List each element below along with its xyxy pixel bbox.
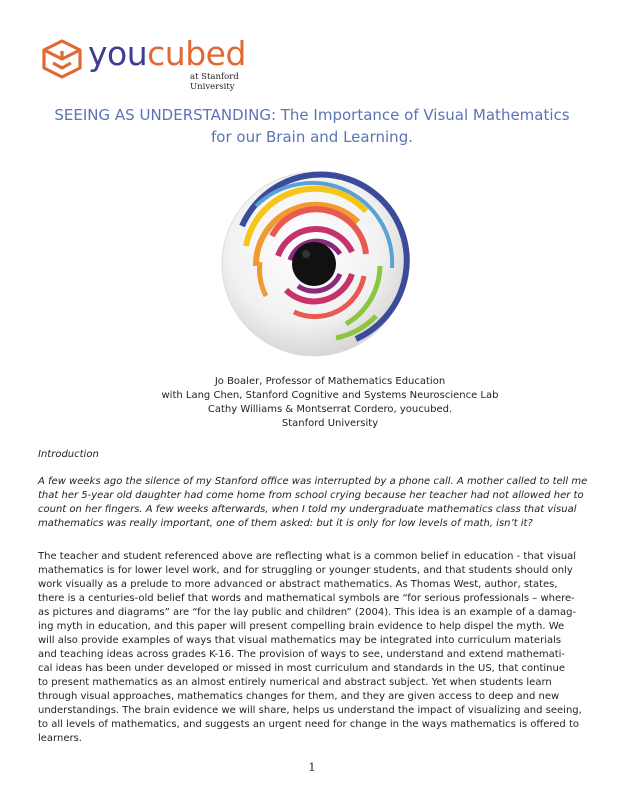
youcubed-logo bbox=[40, 34, 260, 92]
text-line: learners. bbox=[38, 733, 82, 744]
text-line: mathematics was really important, one of them asked: but it is only for low levels of math, isn’t it? bbox=[38, 518, 533, 529]
title-line: for our Brain and Learning. bbox=[211, 128, 413, 146]
text-line: work visually as a prelude to more advanced or abstract mathematics. As Thomas West, author, states, bbox=[38, 579, 558, 590]
concentric-arcs-eye-icon bbox=[216, 166, 412, 362]
author-line: Cathy Williams & Montserrat Cordero, youcubed. bbox=[207, 404, 453, 415]
text-line: mathematics is for lower level work, and for struggling or younger students, and that students should only bbox=[38, 565, 573, 576]
body-paragraph bbox=[38, 550, 586, 746]
text-line: ing myth in education, and this paper will present compelling brain evidence to help dispel the myth. We bbox=[38, 621, 565, 632]
title-line: SEEING AS UNDERSTANDING: The Importance of Visual Mathematics bbox=[54, 106, 570, 124]
text-line: cal ideas has been under developed or missed in most curriculum and standards in the US, that continue bbox=[38, 663, 565, 674]
page-number: 1 bbox=[308, 761, 316, 774]
logo-subtitle: at Stanford University bbox=[190, 72, 239, 92]
text-line: count on her fingers. A few weeks afterwards, when I told my undergraduate mathematics class that visual bbox=[38, 504, 577, 515]
text-line: The teacher and student referenced above are reflecting what is a common belief in education - that visual bbox=[38, 551, 577, 562]
document-title bbox=[30, 104, 594, 148]
cube-outline-icon bbox=[40, 38, 84, 80]
section-heading-introduction: Introduction bbox=[38, 449, 99, 460]
text-line: that her 5-year old daughter had come home from school crying because her teacher had not allowed her to bbox=[38, 490, 584, 501]
logo-word-cubed: cubed bbox=[147, 34, 246, 73]
anecdote-paragraph bbox=[38, 475, 586, 531]
text-line: will also provide examples of ways that visual mathematics may be integrated into curriculum materials bbox=[38, 635, 562, 646]
text-line: to present mathematics as an almost entirely numerical and abstract subject. Yet when students learn bbox=[38, 677, 552, 688]
author-line: Stanford University bbox=[281, 418, 379, 429]
text-line: understandings. The brain evidence we will share, helps us understand the impact of visualizing and seeing, bbox=[38, 705, 582, 716]
logo-wordmark bbox=[88, 34, 246, 74]
text-line: A few weeks ago the silence of my Stanford office was interrupted by a phone call. A mother called to tell me bbox=[38, 476, 588, 487]
text-line: and teaching ideas across grades K-16. The provision of ways to see, understand and extend mathemati- bbox=[38, 649, 566, 660]
text-line: to all levels of mathematics, and suggests an urgent need for change in the ways mathematics is offered to bbox=[38, 719, 579, 730]
text-line: as pictures and diagrams” are “for the lay public and children” (2004). This idea is an example of a damag- bbox=[38, 607, 577, 618]
author-block bbox=[110, 375, 550, 431]
text-line: there is a centuries-old belief that words and mathematical symbols are “for serious professionals – where- bbox=[38, 593, 575, 604]
text-line: through visual approaches, mathematics changes for them, and they are given access to deep and new bbox=[38, 691, 560, 702]
logo-word-you: you bbox=[88, 34, 148, 73]
author-line: Jo Boaler, Professor of Mathematics Education bbox=[214, 376, 446, 387]
author-line: with Lang Chen, Stanford Cognitive and Systems Neuroscience Lab bbox=[161, 390, 499, 401]
